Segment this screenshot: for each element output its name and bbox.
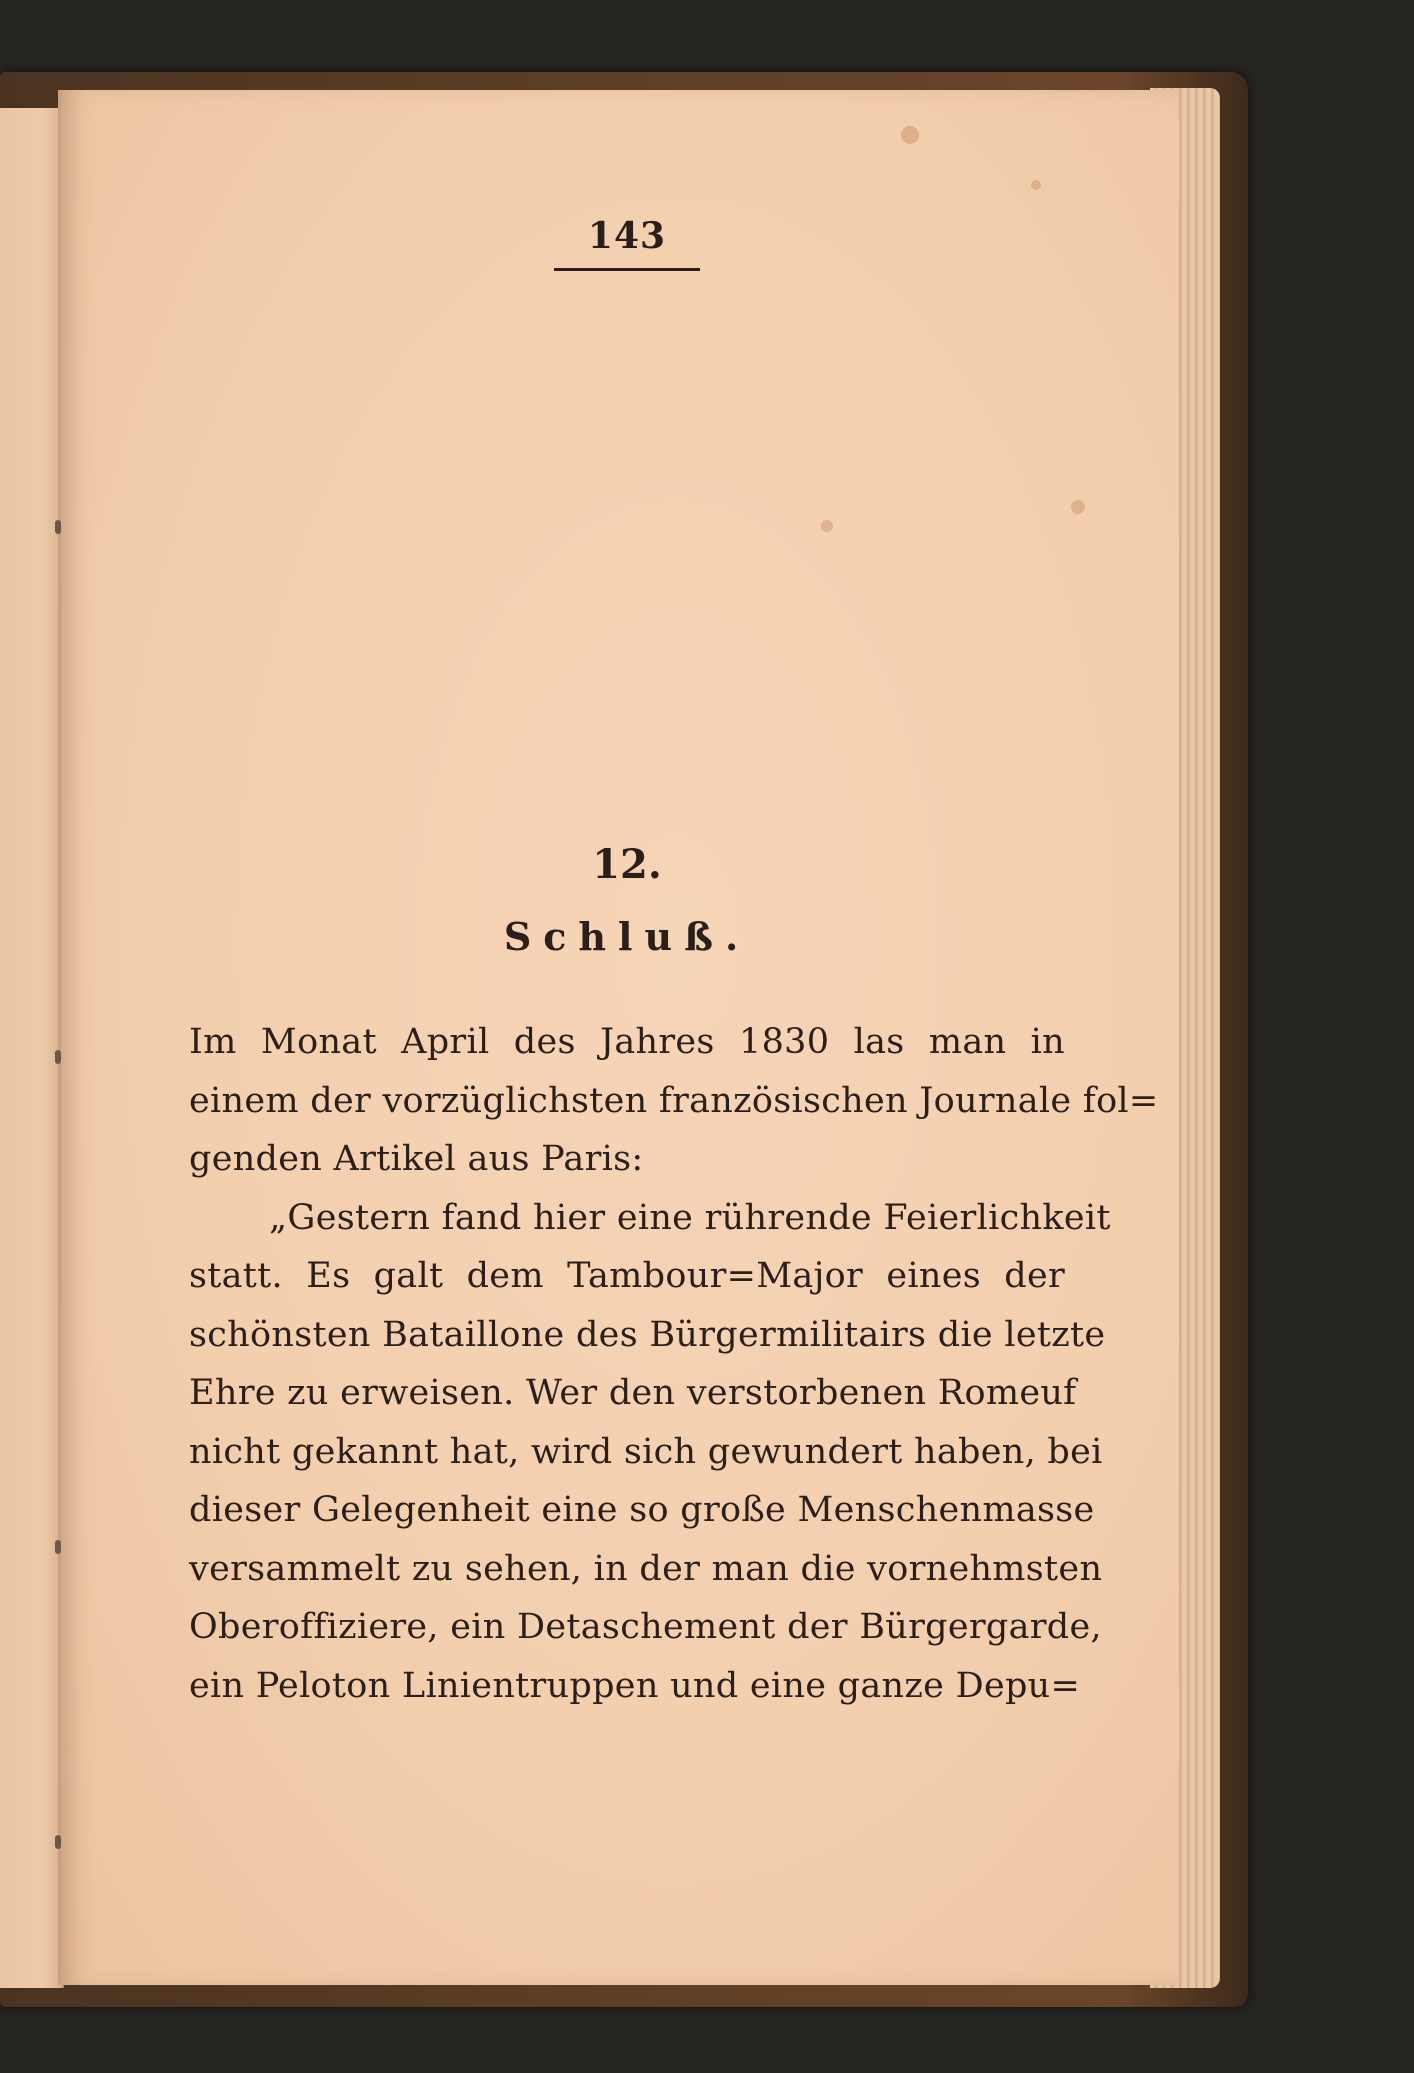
page-number: 143 [587,215,667,257]
chapter-title: Schluß. [503,914,751,959]
text-line: schönsten Bataillone des Bürgermilitairs die letzte [189,1314,1106,1355]
binding-hole [55,1835,61,1849]
text-line: einem der vorzüglichsten französischen Journale fol= [189,1080,1159,1121]
text-line: dieser Gelegenheit eine so große Menschenmasse [189,1490,1095,1530]
chapter-number: 12. [592,841,662,888]
paper-stain [901,126,919,144]
text-line: Ehre zu erweisen. Wer den verstorbenen Romeuf [189,1373,1077,1413]
text-line: statt. Es galt dem Tambour=Major eines der [189,1256,1065,1296]
binding-hole [55,520,61,534]
text-line: Oberoffiziere, ein Detaschement der Bürgergarde, [189,1607,1102,1647]
left-page-edge [0,108,64,1988]
page-content [189,214,1159,1715]
paper-stain [1071,500,1085,514]
text-line: genden Artikel aus Paris: [189,1139,644,1179]
binding-hole [55,1540,61,1554]
text-line: ein Peloton Linientruppen und eine ganze Depu= [189,1665,1081,1706]
binding-hole [55,1050,61,1064]
header-rule [554,268,700,271]
body-text [189,1013,1159,1715]
text-line: „Gestern fand hier eine rührende Feierlichkeit [269,1197,1111,1238]
paper-stain [1031,180,1041,190]
text-line: Im Monat April des Jahres 1830 las man in [189,1022,1065,1062]
book-page [58,90,1179,1985]
text-line: versammelt zu sehen, in der man die vornehmsten [189,1548,1103,1589]
text-line: nicht gekannt hat, wird sich gewundert haben, bei [189,1431,1103,1472]
